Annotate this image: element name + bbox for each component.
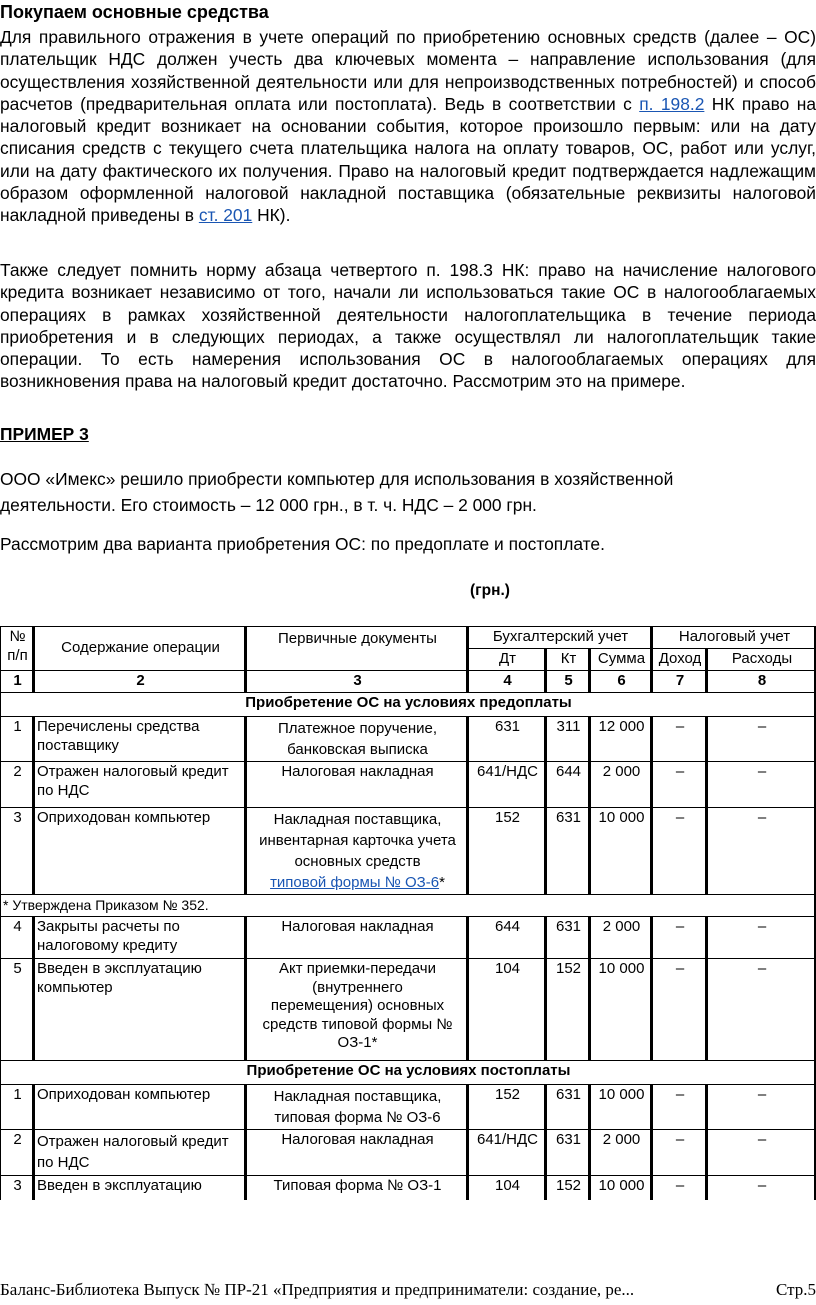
row-kt: 311 (547, 717, 591, 762)
row-kt: 152 (547, 1176, 591, 1200)
header-income: Доход (653, 649, 708, 671)
table-row (1, 1130, 816, 1176)
row-dt: 104 (469, 959, 547, 1061)
row-sum: 2 000 (591, 1130, 653, 1176)
row-expense: – (708, 959, 816, 1061)
page-footer (0, 1280, 816, 1300)
row-dt: 641/НДС (469, 1130, 547, 1176)
row-income: – (653, 1176, 708, 1200)
row-expense: – (708, 717, 816, 762)
header-expense: Расходы (708, 649, 816, 671)
row-operation: Отражен налоговый кредит по НДС (35, 762, 247, 808)
row-expense: – (708, 917, 816, 959)
header-kt: Кт (547, 649, 591, 671)
row-num: 3 (1, 808, 35, 895)
row-docs: Типовая форма № ОЗ-1 (247, 1176, 469, 1200)
row-expense: – (708, 1176, 816, 1200)
row-sum: 10 000 (591, 1085, 653, 1130)
header-sum: Сумма (591, 649, 653, 671)
row-kt: 644 (547, 762, 591, 808)
footnote-mark: * (439, 874, 445, 891)
intro-text-a: Для правильного отражения в учете операций по приобретению основных средств (далее – ОС) плательщик НДС должен учесть два ключевых момента – направление использования (для осуществления хозяйственной деятельности или для непроизводственных потребностей) и способ расчетов (предварительная оплата или постоплата). Ведь в соответствии с (0, 27, 816, 114)
table-row (1, 808, 816, 895)
row-income: – (653, 917, 708, 959)
section-postpayment: Приобретение ОС на условиях постоплаты (1, 1061, 816, 1085)
row-operation: Перечислены средства поставщику (35, 717, 247, 762)
row-sum: 10 000 (591, 1176, 653, 1200)
norm-paragraph: Также следует помнить норму абзаца четвертого п. 198.3 НК: право на начисление налогового кредита возникает независимо от того, начали ли использоваться такие ОС в налогооблагаемых операциях в рамках хозяйственной деятельности налогоплательщика в течение периода приобретения и в следующих периодах, а также осуществлял ли налогоплательщик такие операции. То есть намерения использования ОС в налогооблагаемых операциях для возникновения права на налоговый кредит достаточно. Рассмотрим это на примере. (0, 260, 816, 392)
row-sum: 12 000 (591, 717, 653, 762)
row-expense: – (708, 1130, 816, 1176)
row-sum: 10 000 (591, 959, 653, 1061)
row-sum: 2 000 (591, 762, 653, 808)
row-num: 1 (1, 717, 35, 762)
link-form-oz-6[interactable]: типовой формы № ОЗ-6 (270, 874, 440, 891)
row-income: – (653, 762, 708, 808)
row-dt: 152 (469, 808, 547, 895)
row-num: 1 (1, 1085, 35, 1130)
operations-table (0, 626, 816, 1200)
table-row (1, 917, 816, 959)
page-number: Стр.5 (775, 1280, 816, 1299)
row-operation: Введен в эксплуатацию (35, 1176, 247, 1200)
footer-text: Баланс-Библиотека Выпуск № ПР-21 «Предприятия и предприниматели: создание, ре... (0, 1280, 635, 1299)
table-row (1, 717, 816, 762)
example-text-line1: ООО «Имекс» решило приобрести компьютер для использования в хозяйственной (0, 469, 674, 489)
row-operation: Введен в эксплуатацию компьютер (35, 959, 247, 1061)
variants-text: Рассмотрим два варианта приобретения ОС: по предоплате и постоплате. (0, 534, 605, 554)
section-prepayment: Приобретение ОС на условиях предоплаты (1, 693, 816, 717)
row-income: – (653, 959, 708, 1061)
row-dt: 152 (469, 1085, 547, 1130)
intro-paragraph (0, 26, 816, 227)
col-number: 8 (708, 671, 816, 693)
row-income: – (653, 1085, 708, 1130)
row-sum: 10 000 (591, 808, 653, 895)
row-operation: Оприходован компьютер (35, 1085, 247, 1130)
col-number: 5 (547, 671, 591, 693)
footnote: * Утверждена Приказом № 352. (1, 895, 816, 917)
row-kt: 631 (547, 1085, 591, 1130)
row-dt: 641/НДС (469, 762, 547, 808)
row-income: – (653, 717, 708, 762)
col-number: 3 (247, 671, 469, 693)
row-docs: Налоговая накладная (247, 762, 469, 808)
col-number: 1 (1, 671, 35, 693)
header-docs: Первичные документы (247, 627, 469, 671)
col-number: 7 (653, 671, 708, 693)
header-dt: Дт (469, 649, 547, 671)
row-num: 5 (1, 959, 35, 1061)
row-num: 2 (1, 762, 35, 808)
row-expense: – (708, 808, 816, 895)
table-row (1, 1176, 816, 1200)
row-docs-text: Накладная поставщика, инвентарная карточка учета основных средств (259, 811, 456, 870)
header-num: № п/п (1, 627, 35, 671)
row-expense: – (708, 762, 816, 808)
row-income: – (653, 1130, 708, 1176)
row-docs: Налоговая накладная (247, 917, 469, 959)
row-docs (247, 808, 469, 895)
intro-text-b: НК право на налоговый кредит возникает на основании события, которое произошло первым: или на дату списания средств с текущего счета плательщика налога на оплату товаров, ОС, работ или услуг, или на дату фактического их получения. Право на налоговый кредит подтверждается надлежащим образом оформленной налоговой накладной поставщика (обязательные реквизиты налоговой накладной приведены в (0, 93, 816, 226)
row-kt: 631 (547, 808, 591, 895)
row-docs: Накладная поставщика, типовая форма № ОЗ-6 (247, 1085, 469, 1130)
row-operation: Оприходован компьютер (35, 808, 247, 895)
row-kt: 631 (547, 917, 591, 959)
row-num: 2 (1, 1130, 35, 1176)
col-number: 2 (35, 671, 247, 693)
table-row (1, 762, 816, 808)
header-content: Содержание операции (35, 627, 247, 671)
example-heading: ПРИМЕР 3 (0, 424, 89, 444)
row-num: 4 (1, 917, 35, 959)
row-num: 3 (1, 1176, 35, 1200)
row-kt: 631 (547, 1130, 591, 1176)
row-dt: 631 (469, 717, 547, 762)
table-row (1, 959, 816, 1061)
row-kt: 152 (547, 959, 591, 1061)
example-text-line2: деятельности. Его стоимость – 12 000 грн., в т. ч. НДС – 2 000 грн. (0, 495, 537, 515)
table-row (1, 1085, 816, 1130)
row-operation: Закрыты расчеты по налоговому кредиту (35, 917, 247, 959)
row-dt: 644 (469, 917, 547, 959)
row-docs: Платежное поручение, банковская выписка (247, 717, 469, 762)
link-st-201[interactable]: ст. 201 (198, 205, 253, 226)
row-operation: Отражен налоговый кредит по НДС (35, 1130, 247, 1176)
row-docs: Налоговая накладная (247, 1130, 469, 1176)
row-dt: 104 (469, 1176, 547, 1200)
row-docs: Акт приемки-передачи (внутреннего перемещения) основных средств типовой формы № ОЗ-1* (247, 959, 469, 1061)
col-number: 6 (591, 671, 653, 693)
row-income: – (653, 808, 708, 895)
header-tax: Налоговый учет (653, 627, 816, 649)
page-title: Покупаем основные средства (0, 2, 269, 22)
link-p-198-2[interactable]: п. 198.2 (639, 93, 705, 114)
intro-text-c: НК). (252, 205, 291, 226)
row-expense: – (708, 1085, 816, 1130)
unit-label: (грн.) (470, 582, 510, 599)
row-sum: 2 000 (591, 917, 653, 959)
col-number: 4 (469, 671, 547, 693)
header-accounting: Бухгалтерский учет (469, 627, 653, 649)
